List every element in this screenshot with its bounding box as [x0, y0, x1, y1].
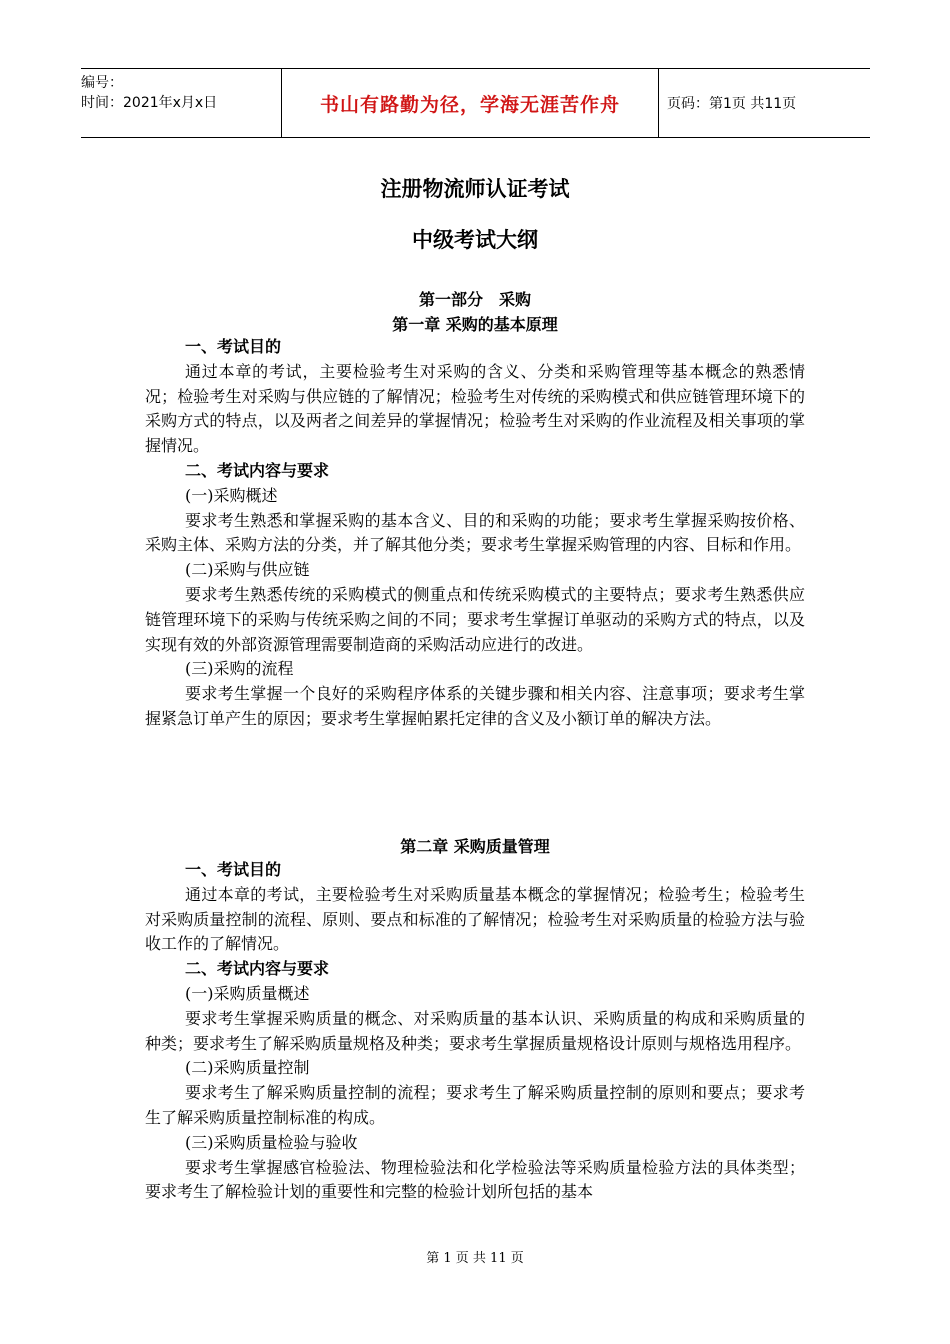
chapter2-subheading-3: (三)采购质量检验与验收: [185, 1132, 358, 1152]
number-label: 编号：: [81, 75, 123, 91]
chapter2-subheading-1: (一)采购质量概述: [185, 983, 310, 1003]
chapter1-subheading-3: (三)采购的流程: [185, 659, 294, 679]
chapter1-body: [145, 335, 805, 732]
header-left-cell: [81, 69, 281, 137]
date-label: 时间：2021年x月x日: [81, 95, 218, 111]
header-page-cell: [659, 69, 870, 137]
chapter2-heading-2: 二、考试内容与要求: [185, 959, 330, 979]
document-title: 注册物流师认证考试: [380, 177, 570, 201]
chapter1-paragraph-3: 要求考生熟悉传统的采购模式的侧重点和传统采购模式的主要特点；要求考生熟悉供应链管理环境下的采购与传统采购之间的不同；要求考生掌握订单驱动的采购方式的特点，以及实现有效的外部资源管理需要制造商的采购活动应进行的改进。: [145, 584, 805, 654]
chapter2-paragraph-4: 要求考生掌握感官检验法、物理检验法和化学检验法等采购质量检验方法的具体类型；要求考生了解检验计划的重要性和完整的检验计划所包括的基本: [145, 1157, 805, 1202]
page-footer: 第 1 页 共 11 页: [426, 1251, 524, 1266]
chapter1-heading-1: 一、考试目的: [185, 337, 282, 356]
header-table: [81, 68, 870, 138]
chapter2-heading-1: 一、考试目的: [185, 860, 282, 879]
document-subtitle: 中级考试大纲: [412, 228, 538, 252]
chapter2-subheading-2: (二)采购质量控制: [185, 1058, 310, 1078]
chapter1-paragraph-2: 要求考生熟悉和掌握采购的基本含义、目的和采购的功能；要求考生掌握采购按价格、采购主体、采购方法的分类，并了解其他分类；要求考生掌握采购管理的内容、目标和作用。: [145, 510, 805, 555]
chapter1-paragraph-4: 要求考生掌握一个良好的采购程序体系的关键步骤和相关内容、注意事项；要求考生掌握紧急订单产生的原因；要求考生掌握帕累托定律的含义及小额订单的解决方法。: [145, 684, 805, 728]
chapter2-title: 第二章 采购质量管理: [400, 837, 550, 856]
chapter1-heading-2: 二、考试内容与要求: [185, 460, 330, 480]
chapter2-paragraph-1: 通过本章的考试，主要检验考生对采购质量基本概念的掌握情况；检验考生；检验考生对采购质量控制的流程、原则、要点和标准的了解情况；检验考生对采购质量的检验方法与验收工作的了解情况。: [145, 884, 805, 954]
chapter2-paragraph-2: 要求考生掌握采购质量的概念、对采购质量的基本认识、采购质量的构成和采购质量的种类；要求考生了解采购质量规格及种类；要求考生掌握质量规格设计原则与规格选用程序。: [145, 1008, 805, 1053]
chapter1-subheading-2: (二)采购与供应链: [185, 560, 310, 580]
part-title: 第一部分 采购: [418, 290, 531, 309]
chapter2-body: [145, 858, 805, 1205]
page-info: 页码：第1页 共11页: [667, 96, 797, 112]
header-motto-cell: [281, 69, 659, 137]
chapter1-title: 第一章 采购的基本原理: [392, 315, 558, 334]
chapter1-paragraph-1: 通过本章的考试，主要检验考生对采购的含义、分类和采购管理等基本概念的熟悉情况；检验考生对采购与供应链的了解情况；检验考生对传统的采购模式和供应链管理环境下的采购方式的特点，以及两者之间差异的掌握情况；检验考生对采购的作业流程及相关事项的掌握情况。: [145, 361, 805, 456]
motto: 书山有路勤为径，学海无涯苦作舟: [319, 93, 620, 116]
chapter1-subheading-1: (一)采购概述: [185, 485, 278, 505]
chapter2-paragraph-3: 要求考生了解采购质量控制的流程；要求考生了解采购质量控制的原则和要点；要求考生了解采购质量控制标准的构成。: [145, 1083, 805, 1127]
